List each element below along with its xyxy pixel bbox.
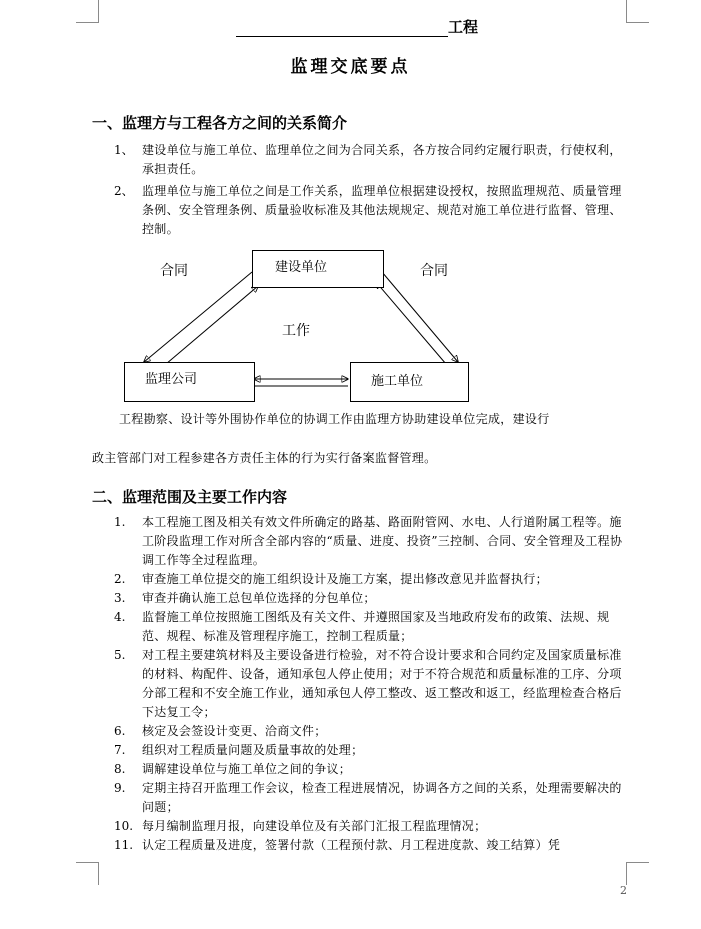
arrow-top-to-right [382, 272, 458, 362]
section1-heading: 一、监理方与工程各方之间的关系简介 [92, 114, 348, 132]
list-item: 1. 本工程施工图及相关有效文件所确定的路基、路面附管网、水电、人行道附属工程等。施工阶段监理工作对所含全部内容的“质量、进度、投资”三控制、合同、安全管理及工程协调工作等全过程监理。 [114, 515, 623, 567]
section2-list [114, 513, 628, 855]
page-corner-mark-top-left [76, 0, 99, 23]
list-item: 1、 建设单位与施工单位、监理单位之间为合同关系，各方按合同约定履行职责，行使权利，承担责任。 [114, 143, 622, 176]
box-contractor: 施工单位 [350, 362, 469, 402]
label-contract-left: 合同 [160, 263, 188, 279]
arrow-left-to-top [166, 286, 258, 364]
list-item: 2. 审查施工单位提交的施工组织设计及施工方案，提出修改意见并监督执行； [114, 572, 548, 586]
project-suffix: 工程 [448, 18, 479, 36]
box-construction-unit: 建设单位 [252, 250, 384, 288]
section1-list [114, 141, 628, 239]
list-item: 10. 每月编制监理月报，向建设单位及有关部门汇报工程监理情况； [114, 819, 487, 833]
label-work: 工作 [282, 323, 310, 339]
page-corner-mark-top-right [626, 0, 649, 23]
project-name-blank [236, 20, 448, 37]
list-item: 6. 核定及会签设计变更、洽商文件； [114, 724, 327, 738]
list-item: 4. 监督施工单位按照施工图纸及有关文件、并遵照国家及当地政府发布的政策、法规、规范、规程、标准及管理程序施工，控制工程质量； [114, 610, 610, 643]
list-item: 11. 认定工程质量及进度，签署付款（工程预付款、月工程进度款、竣工结算）凭 [114, 838, 561, 852]
project-name-line [236, 16, 478, 37]
list-item: 5. 对工程主要建筑材料及主要设备进行检验，对不符合设计要求和合同约定及国家质量标准的材料、构配件、设备，通知承包人停止使用；对于不符合规范和质量标准的工序、分项分部工程和不安全施工作业，通知承包人停工整改、返工整改和返工，经监理检查合格后下达复工令； [114, 648, 622, 719]
paragraph-line-1: 工程勘察、设计等外围协作单位的协调工作由监理方协助建设单位完成，建设行 [119, 412, 550, 426]
label-contract-right: 合同 [420, 263, 448, 279]
relationship-diagram [118, 244, 474, 408]
arrow-top-to-left [144, 272, 252, 362]
page-corner-mark-bottom-left [76, 862, 99, 885]
page-corner-mark-bottom-right [626, 862, 649, 885]
box-supervision-company: 监理公司 [124, 362, 255, 402]
list-item: 2、 监理单位与施工单位之间是工作关系，监理单位根据建设授权，按照监理规范、质量管理条例、安全管理条例、质量验收标准及其他法规规定、规范对施工单位进行监督、管理、控制。 [114, 184, 622, 236]
page-number: 2 [620, 884, 627, 897]
list-item: 7. 组织对工程质量问题及质量事故的处理； [114, 743, 364, 757]
list-item: 3. 审查并确认施工总包单位选择的分包单位； [114, 591, 376, 605]
paragraph-line-2: 政主管部门对工程参建各方责任主体的行为实行备案监督管理。 [92, 451, 437, 465]
arrow-right-to-top [376, 282, 446, 364]
page-title: 监理交底要点 [290, 57, 411, 77]
section2-heading: 二、监理范围及主要工作内容 [92, 488, 288, 506]
list-item: 9. 定期主持召开监理工作会议，检查工程进展情况，协调各方之间的关系，处理需要解决的问题； [114, 781, 622, 814]
list-item: 8. 调解建设单位与施工单位之间的争议； [114, 762, 352, 776]
